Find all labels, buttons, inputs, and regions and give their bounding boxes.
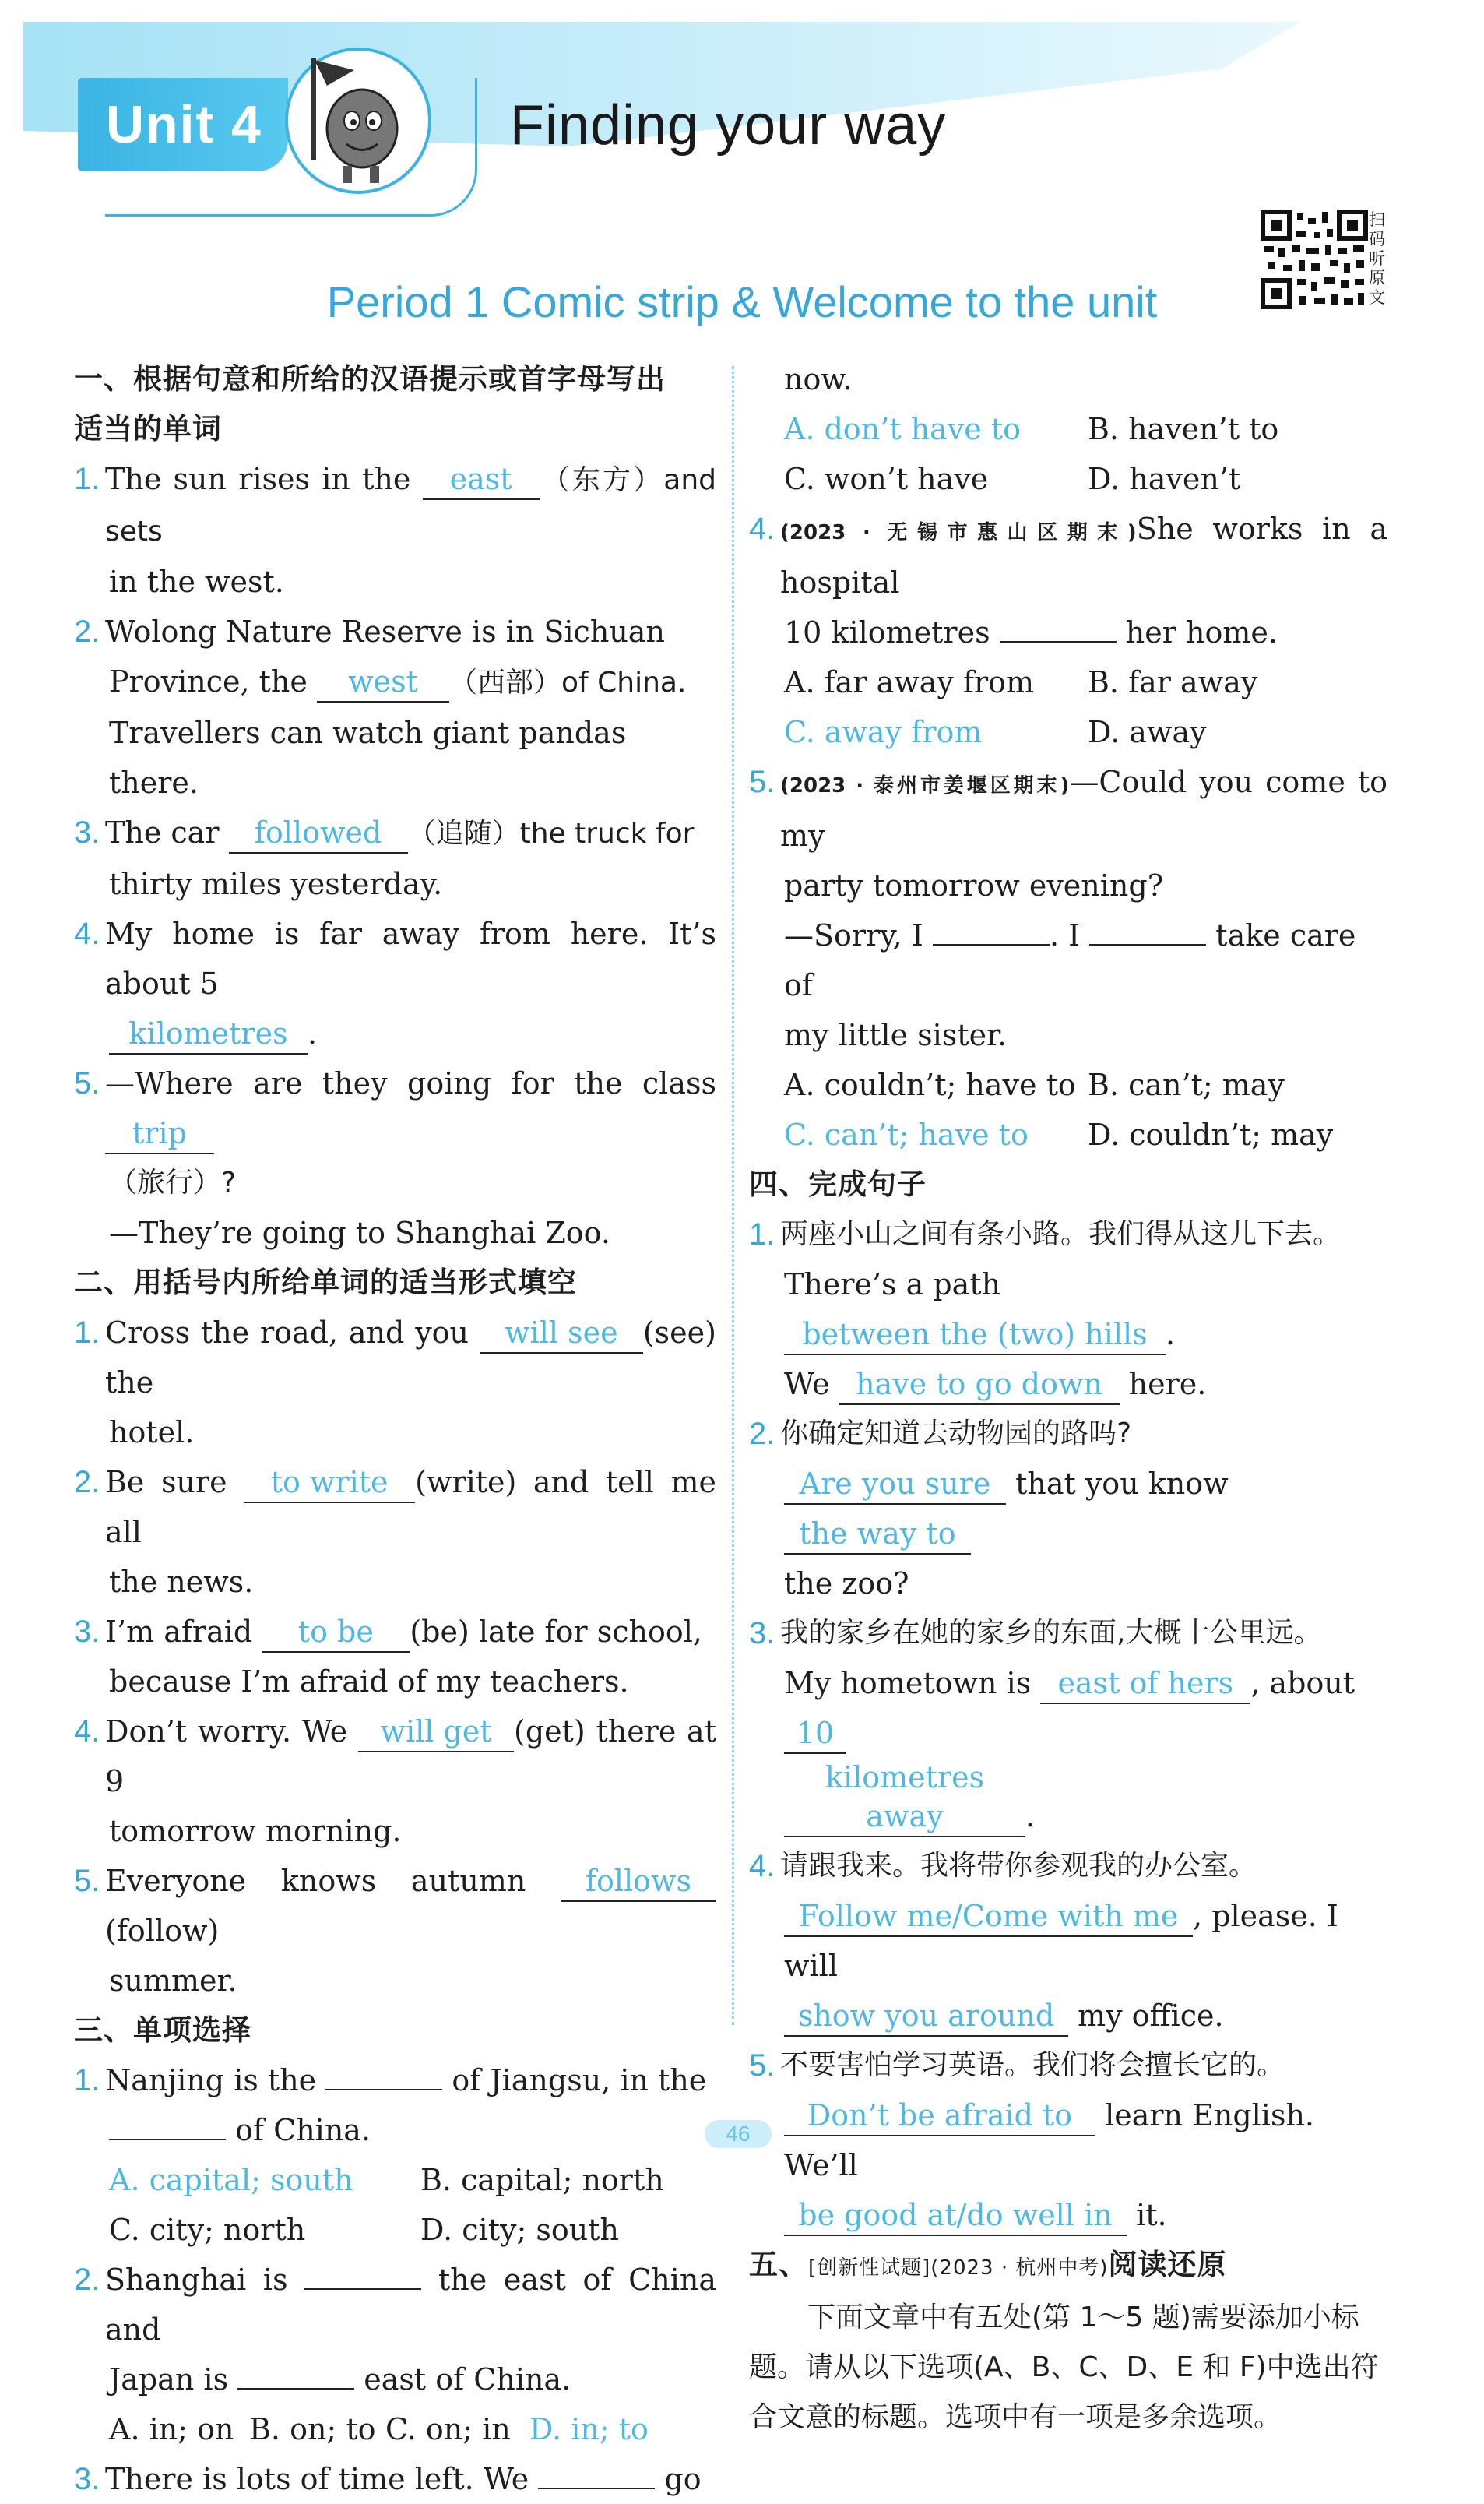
answer-field[interactable]: between the (two) hills <box>784 1315 1166 1355</box>
qr-caption: 扫 码 听 原 文 <box>1369 210 1385 307</box>
s2-q2: 2. Be sure to write (write) and tell me all <box>74 1457 716 1557</box>
left-column: 一、根据句意和所给的汉语提示或首字母写出 适当的单词 1. The sun rises in the east （东方）and sets in the west. 2. Wolong Nature Reserve is in Sichuan Province, the west （西部）of China. Travellers can watch giant pandas there. 3. The car followed （追随）the truck for thirty miles yesterday. 4. My home is far away from here. It’s about 5 kilometres . 5. —Where are they going for the class trip （旅行）? —They’re going to Shanghai Zoo. 二、用括号内所给单词的适当形式填空 1. Cross the road, and you will see (see) the hotel. 2. Be sure to write (write) and tell me all the news. 3. I’m afraid to be (be) late for school, because I’m afraid of my teachers. 4. Don’t worry. We will get (get) there at 9 tomorrow morning. 5. Everyone knows autumn follows(follow) summer. 三、单项选择 1. Nanjing is the of Jiangsu, in the of China. A. capital; south B. capital; north C. city; north D. city; south 2. Shanghai is the east of China and Japan is east of China. A. in; on B. on; to C. on; in D. in; to 3. There is lots of time left. We go <box>74 354 716 2504</box>
period-title: Period 1 Comic strip & Welcome to the unit <box>326 277 1158 326</box>
option-d[interactable]: D. haven’t <box>1088 462 1241 496</box>
s3-q2: 2. Shanghai is the east of China and <box>74 2263 716 2347</box>
option-a[interactable]: A. in; on <box>109 2412 234 2446</box>
section-1-title-cont: 适当的单词 <box>74 412 222 446</box>
section-1-title: 一、根据句意和所给的汉语提示或首字母写出 <box>74 362 666 396</box>
option-d[interactable]: D. away <box>1088 715 1207 749</box>
blank-field[interactable] <box>325 2089 442 2090</box>
option-c[interactable]: C. city; north <box>109 2213 306 2247</box>
option-b[interactable]: B. haven’t to <box>1088 412 1279 446</box>
right-column: now. A. don’t have to B. haven’t to C. won’t have D. haven’t 4. (2023 · 无锡市惠山区期末)She works in a hospital 10 kilometres her home. A. far away from B. far away C. away from D. away 5. (2023 · 泰州市姜堰区期末)—Could you come to my party tomorrow evening? —Sorry, I . I take care of my little sister. A. couldn’t; have to B. can’t; may C. can’t; have to D. couldn’t; may 四、完成句子 1. 两座小山之间有条小路。我们得从这儿下去。 There’s a path between the (two) hills . We have to go down here. 2. 你确定知道去动物园的路吗? Are you sure that you know the way to the zoo? 3. 我的家乡在她的家乡的东面,大概十公里远。 My hometown is east of hers , about 10 kilometres away . 4. 请跟我来。我将带你参观我的办公室。 Follow me/Come with me , please. I will show you around my office. 5. 不要害怕学习英语。我们将会擅长它的。 Don’t be afraid to learn English. We’ll be good at/do well in it. 五、[创新性试题](2023 · 杭州中考)阅读还原 下面文章中有五处(第 1～5 题)需要添加小标题。请从以下选项(A、B、C、D、E 和 F)中选出符合文意的标题。选项中有一项是多余选项。 <box>749 354 1387 2442</box>
s1-q5: 5. —Where are they going for the class trip <box>74 1058 716 1158</box>
option-b[interactable]: B. on; to <box>249 2412 376 2446</box>
option-c[interactable]: C. can’t; have to <box>784 1118 1029 1152</box>
s1-q2: 2. Wolong Nature Reserve is in Sichuan <box>74 615 665 649</box>
option-c[interactable]: C. on; in <box>385 2412 511 2446</box>
option-d[interactable]: D. couldn’t; may <box>1088 1118 1334 1152</box>
s2-q4: 4. Don’t worry. We will get (get) there at 9 <box>74 1706 716 1806</box>
s4-q5: 5. 不要害怕学习英语。我们将会擅长它的。 <box>749 2048 1285 2083</box>
s1-q1: 1. The sun rises in the east （东方）and sets <box>74 454 716 557</box>
answer-field[interactable]: the way to <box>784 1514 971 1555</box>
answer-field[interactable]: have to go down <box>839 1365 1120 1405</box>
answer-field[interactable]: will see <box>480 1313 643 1354</box>
answer-field[interactable]: east <box>423 460 540 500</box>
answer-field[interactable]: Follow me/Come with me <box>784 1896 1193 1937</box>
option-b[interactable]: B. far away <box>1088 665 1258 699</box>
answer-field[interactable]: to write <box>244 1463 415 1503</box>
section-3-title: 三、单项选择 <box>74 2013 251 2047</box>
option-d[interactable]: D. in; to <box>529 2412 649 2446</box>
blank-field[interactable] <box>237 2388 354 2390</box>
blank-field[interactable] <box>933 944 1050 946</box>
s4-q4: 4. 请跟我来。我将带你参观我的办公室。 <box>749 1849 1257 1883</box>
s3-q3: 3. There is lots of time left. We go <box>74 2462 702 2496</box>
option-a[interactable]: A. far away from <box>784 665 1035 699</box>
reading-instructions: 下面文章中有五处(第 1～5 题)需要添加小标题。请从以下选项(A、B、C、D、E 和 F)中选出符合文意的标题。选项中有一项是多余选项。 <box>749 2301 1379 2433</box>
blank-field[interactable] <box>109 2139 226 2140</box>
option-c[interactable]: C. won’t have <box>784 462 989 496</box>
s1-q3: 3. The car followed （追随）the truck for <box>74 808 716 859</box>
option-a[interactable]: A. couldn’t; have to <box>784 1068 1076 1102</box>
s3-q5: 5. (2023 · 泰州市姜堰区期末)—Could you come to my <box>749 765 1387 853</box>
s2-q3: 3. I’m afraid to be (be) late for school, <box>74 1607 716 1657</box>
option-c[interactable]: C. away from <box>784 715 983 749</box>
answer-field[interactable]: to be <box>262 1612 410 1653</box>
option-a[interactable]: A. don’t have to <box>784 412 1022 446</box>
s2-q1: 1. Cross the road, and you will see (see) the <box>74 1308 716 1407</box>
section-2-title: 二、用括号内所给单词的适当形式填空 <box>74 1266 577 1299</box>
page-number: 46 <box>705 2120 772 2148</box>
answer-field[interactable]: Are you sure <box>784 1464 1006 1505</box>
blank-field[interactable] <box>1000 641 1117 643</box>
answer-field[interactable]: be good at/do well in <box>784 2196 1127 2236</box>
answer-field[interactable]: 10 <box>784 1713 846 1754</box>
option-d[interactable]: D. city; south <box>420 2213 619 2247</box>
answer-field[interactable]: east of hers <box>1040 1664 1250 1704</box>
answer-field[interactable]: show you around <box>784 1996 1068 2037</box>
section-5-title: 五、[创新性试题](2023 · 杭州中考)阅读还原 <box>749 2248 1227 2281</box>
option-b[interactable]: B. can’t; may <box>1088 1068 1285 1102</box>
section-4-title: 四、完成句子 <box>749 1167 927 1201</box>
column-divider <box>732 366 734 2025</box>
option-a[interactable]: A. capital; south <box>109 2163 353 2197</box>
answer-field[interactable]: trip <box>105 1114 214 1154</box>
mascot-icon <box>280 43 436 199</box>
s2-q5: 5. Everyone knows autumn follows(follow) <box>74 1856 716 1956</box>
s1-q4: 4. My home is far away from here. It’s about 5 <box>74 917 716 1001</box>
answer-field[interactable]: will get <box>358 1712 514 1752</box>
answer-field[interactable]: kilometres <box>109 1014 308 1055</box>
blank-field[interactable] <box>304 2288 421 2290</box>
answer-field[interactable]: followed <box>229 813 408 854</box>
option-b[interactable]: B. capital; north <box>420 2163 664 2197</box>
s3-q4: 4. (2023 · 无锡市惠山区期末)She works in a hospital <box>749 512 1387 600</box>
answer-field[interactable]: Don’t be afraid to <box>784 2096 1095 2136</box>
unit-title: Finding your way <box>510 94 947 157</box>
s4-q3: 3. 我的家乡在她的家乡的东面,大概十公里远。 <box>749 1616 1322 1650</box>
unit-label: Unit 4 <box>78 78 288 171</box>
answer-field[interactable]: kilometres away <box>784 1758 1025 1837</box>
s4-q2: 2. 你确定知道去动物园的路吗? <box>749 1417 1132 1451</box>
s3-q1: 1. Nanjing is the of Jiangsu, in the <box>74 2063 707 2097</box>
answer-field[interactable]: follows <box>561 1861 716 1902</box>
s4-q1: 1. 两座小山之间有条小路。我们得从这儿下去。 <box>749 1217 1342 1252</box>
blank-field[interactable] <box>538 2488 655 2489</box>
blank-field[interactable] <box>1089 944 1206 946</box>
answer-field[interactable]: west <box>317 662 449 703</box>
